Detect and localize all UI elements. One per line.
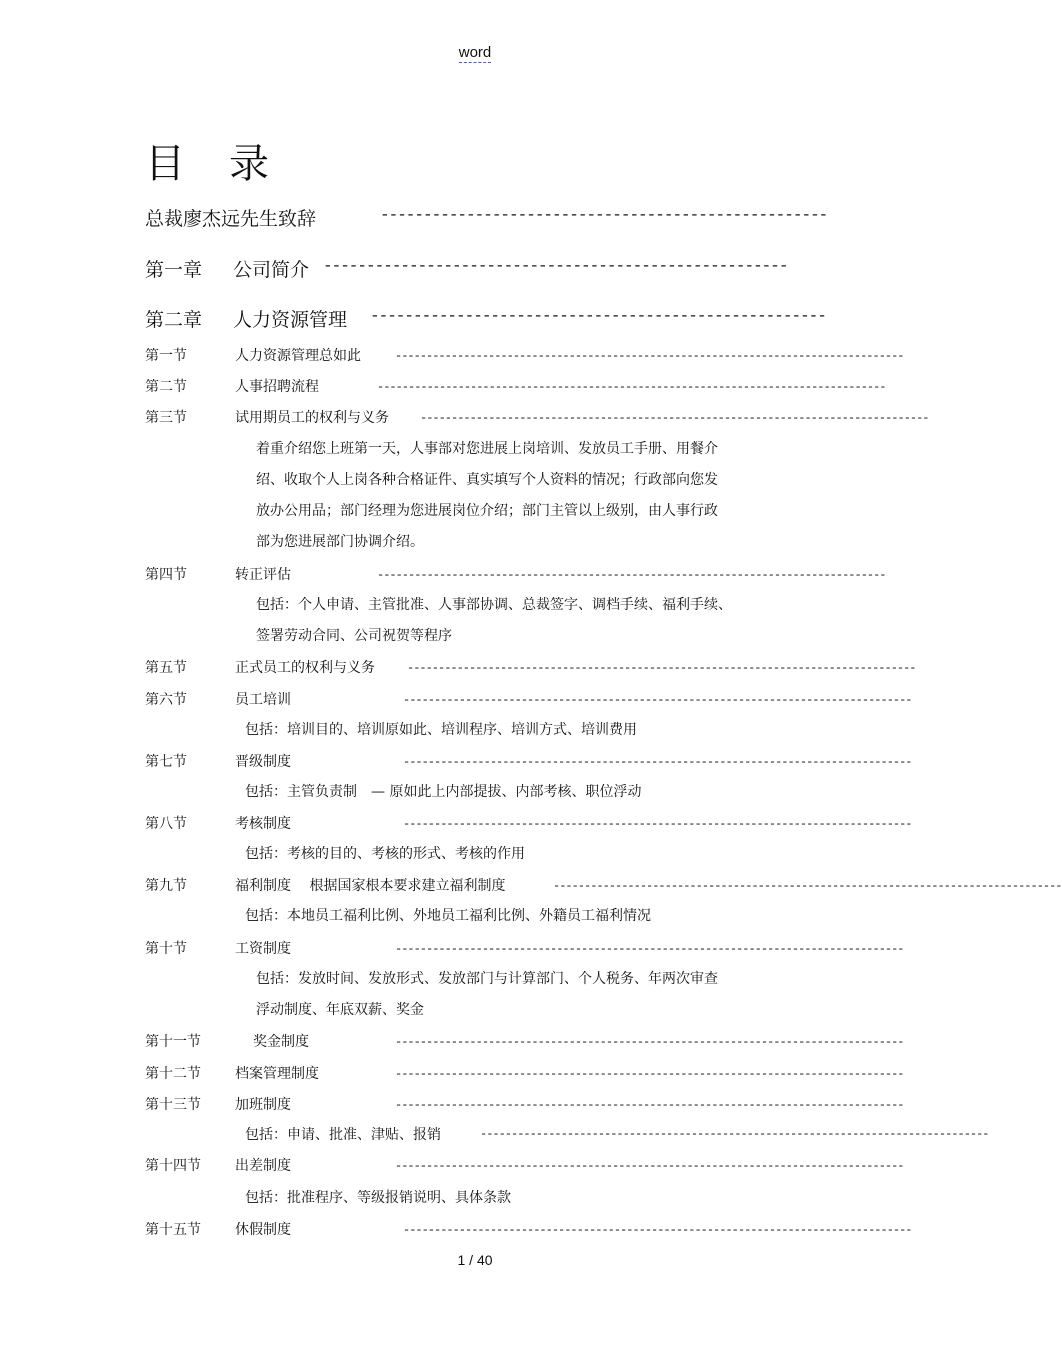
section-label: 人事招聘流程 xyxy=(235,379,319,395)
section-leader: ---------------------------------------------------------------------------------- xyxy=(395,1035,904,1049)
toc-chapter-2-leader: ----------------------------------------------------- xyxy=(370,307,826,325)
section-leader: ---------------------------------------------------------------------------------- xyxy=(395,942,904,956)
section-leader: ---------------------------------------------------------------------------------- xyxy=(377,380,886,394)
section-7-description: 包括：主管负责制 — 原如此上内部提拔、内部考核、职位浮动 xyxy=(245,784,642,800)
section-label: 员工培训 xyxy=(235,692,291,708)
description-line: 部为您进展部门协调介绍。 xyxy=(256,534,424,550)
section-num: 第十五节 xyxy=(145,1222,201,1238)
section-14-description: 包括：批准程序、等级报销说明、具体条款 xyxy=(245,1190,511,1206)
description-line: 浮动制度、年底双薪、奖金 xyxy=(256,1002,424,1018)
description-line: 包括：个人申请、主管批准、人事部协调、总裁签字、调档手续、福利手续、 xyxy=(256,597,732,613)
section-leader: ---------------------------------------------------------------------------------- xyxy=(407,661,916,675)
section-num: 第二节 xyxy=(145,379,187,395)
section-num: 第三节 xyxy=(145,410,187,426)
section-leader: ---------------------------------------------------------------------------------- xyxy=(395,1159,904,1173)
toc-chapter-1-label: 公司简介 xyxy=(233,259,310,281)
section-10-description xyxy=(256,964,718,1026)
section-label: 工资制度 xyxy=(235,941,291,957)
section-leader: ---------------------------------------------------------------------------------- xyxy=(403,817,912,831)
section-label: 出差制度 xyxy=(235,1158,291,1174)
section-num: 第四节 xyxy=(145,567,187,583)
section-leader: ---------------------------------------------------------------------------------- xyxy=(395,1067,904,1081)
section-num: 第一节 xyxy=(145,348,187,364)
section-num: 第五节 xyxy=(145,660,187,676)
section-leader: ---------------------------------------------------------------------------------- xyxy=(377,568,886,582)
section-leader: ---------------------------------------------------------------------------------- xyxy=(553,879,1062,893)
section-9-description: 包括：本地员工福利比例、外地员工福利比例、外籍员工福利情况 xyxy=(245,908,651,924)
section-8-description: 包括：考核的目的、考核的形式、考核的作用 xyxy=(245,846,525,862)
section-13-description: 包括：申请、批准、津贴、报销 xyxy=(245,1127,441,1143)
section-num: 第七节 xyxy=(145,754,187,770)
page-title: 目录 xyxy=(145,141,313,187)
description-line: 着重介绍您上班第一天，人事部对您进展上岗培训、发放员工手册、用餐介 xyxy=(256,441,718,457)
section-label: 晋级制度 xyxy=(235,754,291,770)
section-leader: ---------------------------------------------------------------------------------- xyxy=(403,1223,912,1237)
section-leader: ---------------------------------------------------------------------------------- xyxy=(395,349,904,363)
toc-chapter-1-leader: ------------------------------------------------------ xyxy=(323,257,788,275)
section-num: 第十二节 xyxy=(145,1066,201,1082)
section-6-description: 包括：培训目的、培训原如此、培训程序、培训方式、培训费用 xyxy=(245,722,637,738)
section-label: 人力资源管理总如此 xyxy=(235,348,361,364)
toc-intro-leader: ---------------------------------------------------- xyxy=(380,206,828,224)
toc-intro-label: 总裁廖杰远先生致辞 xyxy=(145,208,317,230)
section-leader: ---------------------------------------------------------------------------------- xyxy=(403,693,912,707)
section-leader: ---------------------------------------------------------------------------------- xyxy=(403,755,912,769)
section-leader: ---------------------------------------------------------------------------------- xyxy=(420,411,929,425)
section-num: 第十三节 xyxy=(145,1097,201,1113)
section-leader: ---------------------------------------------------------------------------------- xyxy=(395,1098,904,1112)
section-num: 第十一节 xyxy=(145,1034,201,1050)
page-number: 1 / 40 xyxy=(457,1252,493,1268)
toc-chapter-2-label: 人力资源管理 xyxy=(233,309,348,331)
section-3-description xyxy=(256,434,718,558)
description-line: 签署劳动合同、公司祝贺等程序 xyxy=(256,628,452,644)
section-num: 第十四节 xyxy=(145,1158,201,1174)
section-num: 第八节 xyxy=(145,816,187,832)
section-label: 加班制度 xyxy=(235,1097,291,1113)
page-header xyxy=(0,44,950,61)
section-label: 奖金制度 xyxy=(253,1034,309,1050)
section-label: 试用期员工的权利与义务 xyxy=(235,410,389,426)
toc-chapter-1-num: 第一章 xyxy=(145,259,203,281)
section-num: 第六节 xyxy=(145,692,187,708)
section-label: 考核制度 xyxy=(235,816,291,832)
description-line: 放办公用品；部门经理为您进展岗位介绍；部门主管以上级别，由人事行政 xyxy=(256,503,718,519)
section-label: 正式员工的权利与义务 xyxy=(235,660,375,676)
section-label: 休假制度 xyxy=(235,1222,291,1238)
header-text: word xyxy=(458,44,492,61)
toc-chapter-2-num: 第二章 xyxy=(145,309,203,331)
section-num: 第九节 xyxy=(145,878,187,894)
section-label: 档案管理制度 xyxy=(235,1066,319,1082)
section-num: 第十节 xyxy=(145,941,187,957)
section-label: 福利制度 根据国家根本要求建立福利制度 xyxy=(235,878,506,894)
description-line: 包括：发放时间、发放形式、发放部门与计算部门、个人税务、年两次审查 xyxy=(256,971,718,987)
section-4-description xyxy=(256,590,732,652)
section-label: 转正评估 xyxy=(235,567,291,583)
description-line: 绍、收取个人上岗各种合格证件、真实填写个人资料的情况；行政部向您发 xyxy=(256,472,718,488)
section-13-description-leader: ---------------------------------------------------------------------------------- xyxy=(480,1127,989,1141)
